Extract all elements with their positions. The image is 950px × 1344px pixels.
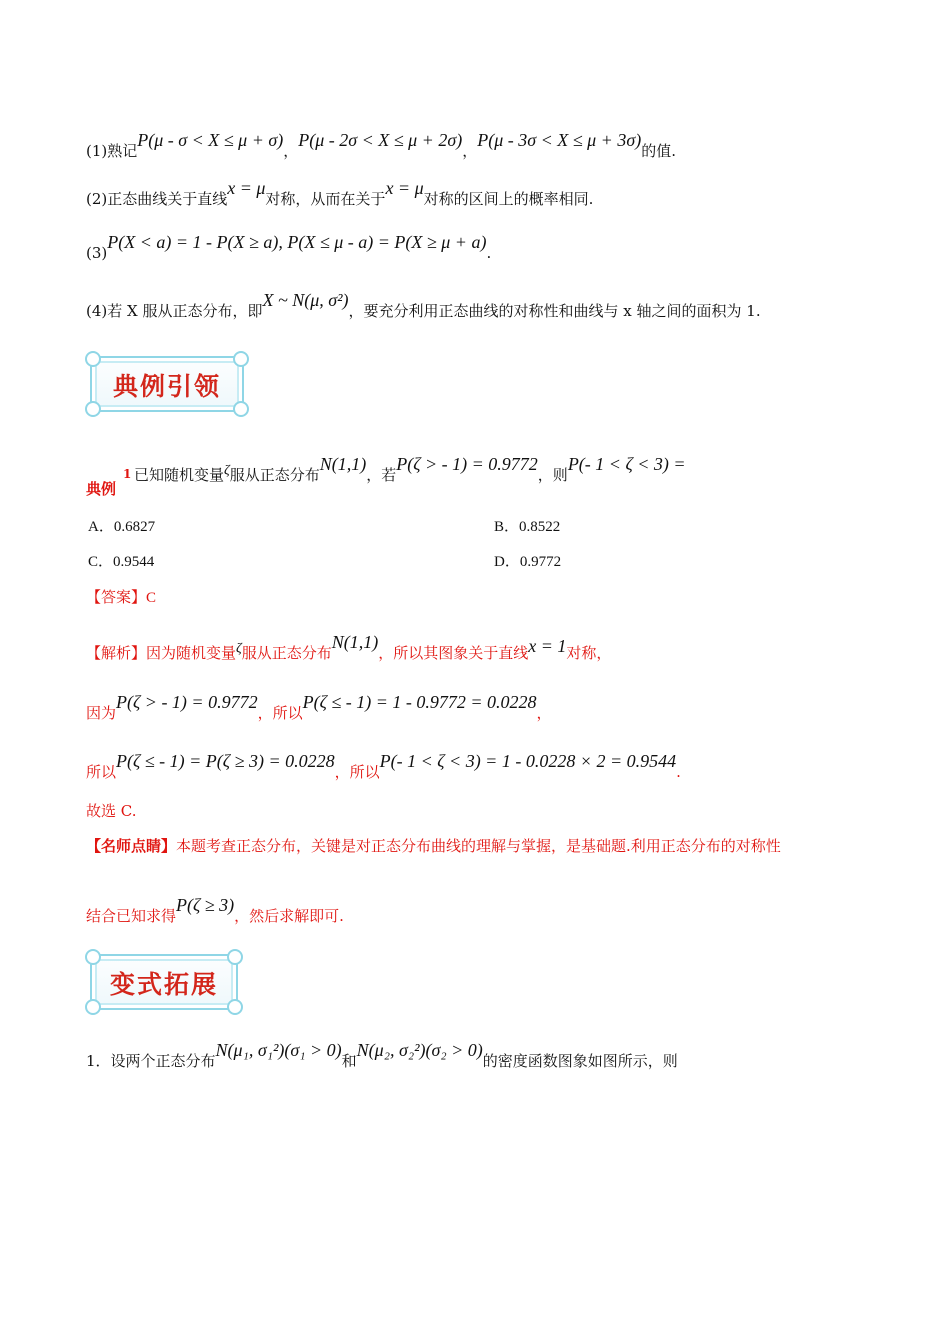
tip-formula: P(ζ ≥ 3) (176, 895, 235, 915)
analysis-text-4: 对称， (566, 644, 612, 662)
section-banner-examples (90, 356, 244, 412)
example-text-3: ，若 (366, 466, 397, 484)
note-1 (86, 130, 676, 161)
note-4-formula: X ~ N(μ, σ²) (262, 290, 349, 310)
banner-corner-ornament (227, 949, 243, 965)
section-banner-variants (90, 954, 238, 1010)
analysis-l2-formula-1: P(ζ > - 1) = 0.9772 (116, 692, 258, 712)
analysis-l2-text-3: ， (536, 704, 552, 722)
example-zeta: ζ (224, 463, 230, 478)
note-1-suffix: 的值. (641, 142, 676, 160)
analysis-l3-text-2: ，所以 (334, 763, 380, 781)
note-3-suffix: . (486, 244, 492, 262)
analysis-normal-dist: N(1,1) (331, 632, 379, 652)
note-2-suffix: 对称的区间上的概率相同. (423, 190, 594, 208)
answer-label: 【答案】 (86, 588, 147, 606)
tip-text-1: 本题考查正态分布，关键是对正态分布曲线的理解与掌握，是基础题.利用正态分布的对称性 (176, 837, 781, 855)
answer-value: C (146, 590, 157, 606)
option-d: D．0.9772 (494, 554, 562, 570)
note-4-suffix: ，要充分利用正态曲线的对称性和曲线与 x 轴之间的面积为 1. (348, 302, 761, 320)
example-label: 典例 (86, 480, 117, 498)
analysis-l3-formula-1: P(ζ ≤ - 1) = P(ζ ≥ 3) = 0.0228 (116, 751, 335, 771)
exercise-text-1: 和 (341, 1052, 357, 1070)
note-2-formula-1: x = μ (227, 178, 266, 198)
banner-corner-ornament (85, 999, 101, 1015)
note-2-mid: 对称，从而在关于 (265, 190, 386, 208)
example-text-4: ，则 (537, 466, 568, 484)
example-given-prob: P(ζ > - 1) = 0.9772 (396, 454, 538, 474)
example-text-2: 服从正态分布 (229, 466, 320, 484)
analysis-text-2: 服从正态分布 (241, 644, 332, 662)
note-1-prefix: (1)熟记 (86, 142, 138, 160)
note-4-prefix: (4)若 X 服从正态分布，即 (86, 302, 263, 320)
analysis-l3-formula-2: P(- 1 < ζ < 3) = 1 - 0.0228 × 2 = 0.9544 (379, 751, 677, 771)
banner-corner-ornament (85, 949, 101, 965)
answer-line (86, 587, 156, 608)
section-banner-title: 变式拓展 (109, 970, 218, 999)
note-1-formula-3: P(μ - 3σ < X ≤ μ + 3σ) (477, 130, 642, 150)
analysis-conclusion: 故选 C. (86, 802, 137, 820)
option-b: B．0.8522 (494, 519, 561, 535)
note-3-prefix: (3) (86, 244, 108, 262)
tip-text-2: 结合已知求得 (86, 907, 177, 925)
option-a: A．0.6827 (88, 519, 156, 535)
exercise-number: 1．设两个正态分布 (86, 1052, 216, 1070)
analysis-l3-text-1: 所以 (86, 763, 117, 781)
example-number: 1 (123, 467, 132, 481)
banner-corner-ornament (233, 351, 249, 367)
banner-corner-ornament (85, 401, 101, 417)
note-1-formula-2: P(μ - 2σ < X ≤ μ + 2σ) (298, 130, 463, 150)
exercise-1 (86, 1040, 678, 1071)
analysis-axis-line: x = 1 (528, 636, 567, 656)
analysis-l3-text-3: . (676, 763, 681, 781)
example-target-prob: P(- 1 < ζ < 3) = (567, 454, 686, 474)
tip-line-2 (86, 895, 344, 926)
analysis-text-3: ，所以其图象关于直线 (378, 644, 529, 662)
analysis-text-1: 因为随机变量 (146, 644, 237, 662)
note-2 (86, 178, 594, 209)
exercise-text-2: 的密度函数图象如图所示，则 (482, 1052, 678, 1070)
banner-corner-ornament (227, 999, 243, 1015)
analysis-line-3 (86, 751, 681, 782)
tip-text-3: ，然后求解即可. (234, 907, 344, 925)
tip-label: 【名师点睛】 (86, 837, 177, 855)
note-3 (86, 232, 492, 263)
note-2-formula-2: x = μ (385, 178, 424, 198)
note-2-prefix: (2)正态曲线关于直线 (86, 190, 228, 208)
example-text-1: 已知随机变量 (134, 466, 225, 484)
exercise-formula-2: N(μ₂, σ₂²)(σ₂ > 0) (356, 1040, 483, 1060)
exercise-formula-1: N(μ₁, σ₁²)(σ₁ > 0) (215, 1040, 342, 1060)
analysis-label: 【解析】 (86, 644, 147, 662)
analysis-l2-text-1: 因为 (86, 704, 117, 722)
analysis-line-2 (86, 692, 552, 723)
analysis-zeta: ζ (236, 641, 242, 656)
example-1-question (86, 454, 686, 498)
analysis-l2-formula-2: P(ζ ≤ - 1) = 1 - 0.9772 = 0.0228 (302, 692, 537, 712)
note-1-sep-2: ， (462, 142, 478, 160)
banner-corner-ornament (85, 351, 101, 367)
note-3-formula: P(X < a) = 1 - P(X ≥ a), P(X ≤ μ - a) = P(X ≥ μ + a) (107, 232, 487, 252)
banner-corner-ornament (233, 401, 249, 417)
example-normal-dist: N(1,1) (319, 454, 367, 474)
note-1-sep-1: ， (283, 142, 299, 160)
note-1-formula-1: P(μ - σ < X ≤ μ + σ) (137, 130, 284, 150)
section-banner-title: 典例引领 (112, 372, 221, 401)
option-c: C．0.9544 (88, 554, 155, 570)
analysis-line-1 (86, 632, 612, 665)
note-4 (86, 290, 761, 321)
tip-line-1 (86, 836, 781, 856)
analysis-l2-text-2: ，所以 (257, 704, 303, 722)
